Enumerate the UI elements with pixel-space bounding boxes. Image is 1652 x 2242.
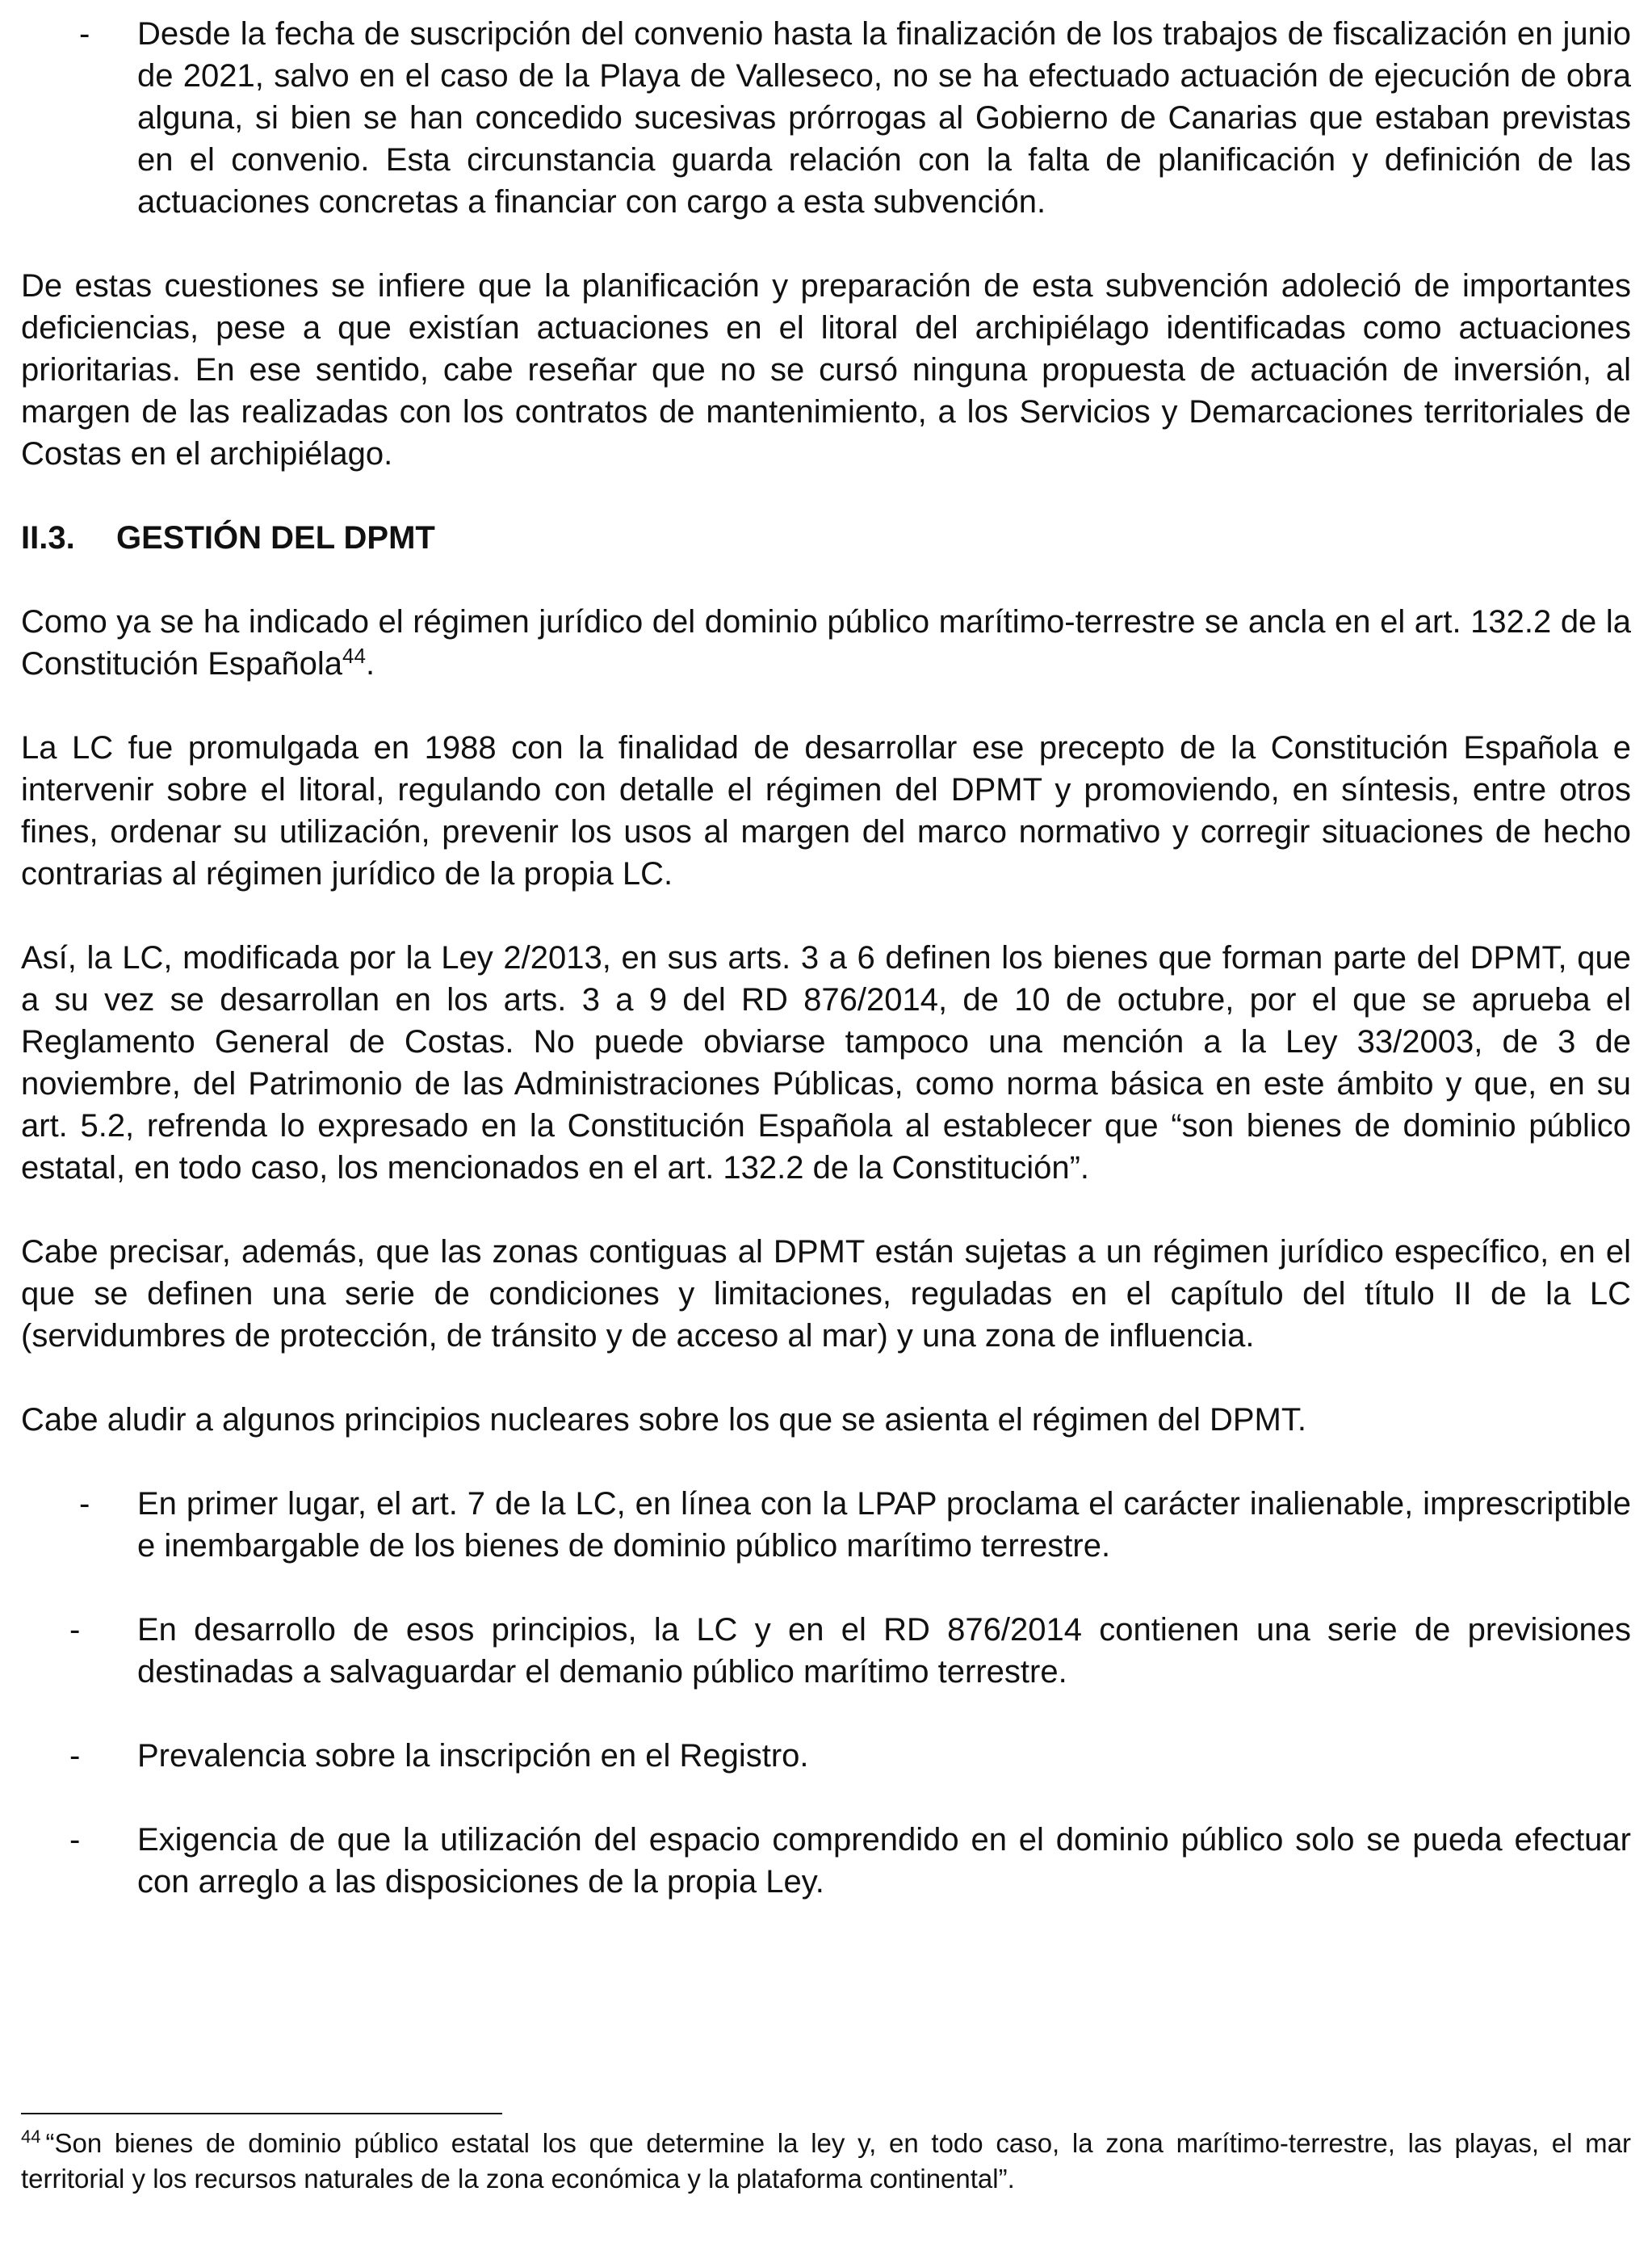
bullet-item [21, 13, 1631, 223]
bullet-item [21, 1819, 1631, 1903]
paragraph-intro-text: Como ya se ha indicado el régimen jurídico del dominio público marítimo-terrestre se ancla en el art. 132.2 de la Constitución Española [21, 604, 1631, 682]
bullet-dash: - [79, 1486, 90, 1522]
bullet-text: Desde la fecha de suscripción del convenio hasta la finalización de los trabajos de fiscalización en junio de 2021, salvo en el caso de la Playa de Valleseco, no se ha efectuado actuación de ejecución de obra alguna, si bien se han concedido sucesivas prórrogas al Gobierno de Canarias que estaban previstas en el convenio. Esta circunstancia guarda relación con la falta de planificación y definición de las actuaciones concretas a financiar con cargo a esta subvención. [137, 16, 1631, 220]
bullet-item [21, 1735, 1631, 1777]
bullet-item [21, 1483, 1631, 1567]
paragraph-zonas: Cabe precisar, además, que las zonas contiguas al DPMT están sujetas a un régimen jurídico específico, en el que se definen una serie de condiciones y limitaciones, reguladas en el capítulo del título II de la LC (servidumbres de protección, de tránsito y de acceso al mar) y una zona de influencia. [21, 1234, 1631, 1354]
footnote-divider [21, 2113, 502, 2114]
bullet-dash: - [69, 1822, 81, 1858]
bullet-dash: - [69, 1738, 81, 1774]
section-heading [21, 517, 1631, 559]
paragraph-conclusion: De estas cuestiones se infiere que la planificación y preparación de esta subvención adoleció de importantes deficiencias, pese a que existían actuaciones en el litoral del archipiélago identificadas como actuaciones prioritarias. En ese sentido, cabe reseñar que no se cursó ninguna propuesta de actuación de inversión, al margen de las realizadas con los contratos de mantenimiento, a los Servicios y Demarcaciones territoriales de Costas en el archipiélago. [21, 268, 1631, 472]
bullet-text: Prevalencia sobre la inscripción en el Registro. [137, 1738, 809, 1774]
paragraph-lc: La LC fue promulgada en 1988 con la finalidad de desarrollar ese precepto de la Constitución Española e intervenir sobre el litoral, regulando con detalle el régimen del DPMT y promoviendo, en síntesis, entre otros fines, ordenar su utilización, prevenir los usos al margen del marco normativo y corregir situaciones de hecho contrarias al régimen jurídico de la propia LC. [21, 730, 1631, 892]
section-title: GESTIÓN DEL DPMT [116, 520, 435, 556]
bullet-text: Exigencia de que la utilización del espacio comprendido en el dominio público solo se pueda efectuar con arreglo a las disposiciones de la propia Ley. [137, 1822, 1631, 1900]
bullet-item [21, 1609, 1631, 1693]
bullet-text: En desarrollo de esos principios, la LC y en el RD 876/2014 contienen una serie de previsiones destinadas a salvaguardar el demanio público marítimo terrestre. [137, 1612, 1631, 1690]
bullet-dash: - [69, 1612, 81, 1648]
bullet-text: En primer lugar, el art. 7 de la LC, en línea con la LPAP proclama el carácter inalienable, imprescriptible e inembargable de los bienes de dominio público marítimo terrestre. [137, 1486, 1631, 1564]
section-number: II.3. [21, 520, 75, 556]
footnote-reference[interactable]: 44 [342, 644, 366, 668]
footnote-number: 44 [21, 2127, 41, 2147]
paragraph-principios: Cabe aludir a algunos principios nucleares sobre los que se asienta el régimen del DPMT. [21, 1402, 1306, 1438]
footnote [21, 2126, 1631, 2197]
bullet-dash: - [79, 16, 90, 52]
footnote-text: “Son bienes de dominio público estatal los que determine la ley y, en todo caso, la zona marítimo-terrestre, las playas, el mar territorial y los recursos naturales de la zona económica y la plataforma continental”. [21, 2128, 1631, 2194]
paragraph-ley: Así, la LC, modificada por la Ley 2/2013, en sus arts. 3 a 6 definen los bienes que forman parte del DPMT, que a su vez se desarrollan en los arts. 3 a 9 del RD 876/2014, de 10 de octubre, por el que se aprueba el Reglamento General de Costas. No puede obviarse tampoco una mención a la Ley 33/2003, de 3 de noviembre, del Patrimonio de las Administraciones Públicas, como norma básica en este ámbito y que, en su art. 5.2, refrenda lo expresado en la Constitución Española al establecer que “son bienes de dominio público estatal, en todo caso, los mencionados en el art. 132.2 de la Constitución”. [21, 940, 1631, 1186]
paragraph-intro [21, 601, 1631, 685]
document-page [21, 13, 1631, 1903]
paragraph-intro-end: . [365, 646, 375, 682]
